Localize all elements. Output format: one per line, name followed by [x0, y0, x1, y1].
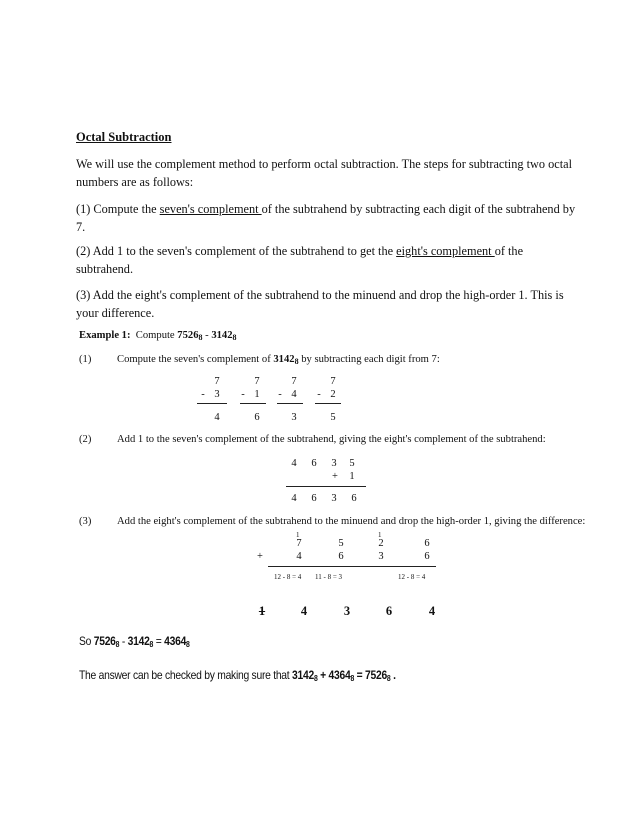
ex1-text-num: 3142 [273, 354, 295, 365]
ex3-note: 11 - 8 = 3 [315, 573, 343, 581]
ex2-result-digit: 6 [311, 493, 317, 504]
example-subtrahend: 3142 [211, 330, 233, 341]
ex2-result-digit: 6 [351, 493, 357, 504]
ex1-col-bottom: 2 [330, 389, 336, 400]
check-a: 3142 [292, 668, 314, 682]
check-b: 4364 [328, 668, 351, 682]
step-2-pre: (2) Add 1 to the seven's complement of the subtrahend to get the [76, 244, 397, 258]
check-base: 8 [313, 674, 318, 683]
ex1-text-post: by subtracting each digit from 7: [298, 354, 440, 365]
ex1-col-bottom: 4 [291, 389, 297, 400]
ex3-carry: 1 [296, 531, 300, 539]
ex1-col-bottom: 1 [254, 389, 260, 400]
ex3-sum-line [268, 566, 436, 567]
step-2-post: of the subtrahend. [76, 244, 524, 276]
step-1-pre: (1) Compute the [76, 202, 160, 216]
example-minuend: 7526 [177, 330, 199, 341]
check-base: 8 [350, 674, 355, 683]
ex1-col-top: 7 [291, 376, 297, 387]
example-label: Example 1: [79, 330, 131, 341]
ex3-text: Add the eight's complement of the subtrahend to the minuend and drop the high-order 1, giving the difference: [117, 516, 586, 527]
check-end: . [390, 668, 396, 682]
ex3-plus-sign: + [257, 551, 263, 562]
intro-paragraph: We will use the complement method to perform octal subtraction. The steps for subtracting two octal numbers are as follows: [76, 157, 572, 189]
ex3-bottom-digit: 3 [378, 551, 384, 562]
ex1-col-top: 7 [254, 376, 260, 387]
ex3-note: 12 - 8 = 4 [398, 573, 426, 581]
check-equals: = [354, 668, 366, 682]
ex3-number: (3) [79, 516, 92, 527]
ex2-top-digit: 6 [311, 458, 317, 469]
ex2-top-digit: 3 [331, 458, 337, 469]
eights-complement-link[interactable]: eight's complement [396, 244, 495, 258]
conclusion-minuend: 7526 [93, 634, 116, 648]
ex2-plus-sign: + [332, 471, 338, 482]
conclusion-line [79, 634, 190, 649]
ex3-dropped-digit: 1 [258, 604, 266, 618]
conclusion-base: 8 [115, 640, 120, 649]
ex1-text [117, 354, 440, 366]
ex1-col-result: 6 [254, 412, 260, 423]
ex3-answer-digit: 6 [385, 604, 393, 618]
ex1-col-top: 7 [214, 376, 220, 387]
ex1-number: (1) [79, 354, 92, 365]
conclusion-minus: - [119, 634, 128, 648]
conclusion-pre: So [79, 634, 94, 648]
ex1-col-op: - [317, 389, 321, 400]
ex1-col-op: - [278, 389, 282, 400]
ex1-col-line [315, 403, 341, 404]
step-2-paragraph [76, 242, 576, 278]
ex3-top-digit: 6 [424, 538, 430, 549]
ex3-carry: 1 [378, 531, 382, 539]
check-c: 7526 [365, 668, 387, 682]
ex1-col-line [277, 403, 303, 404]
ex3-top-digit: 5 [338, 538, 344, 549]
ex2-top-digit: 5 [349, 458, 355, 469]
example-base: 8 [198, 333, 203, 342]
ex1-col-bottom: 3 [214, 389, 220, 400]
ex2-text: Add 1 to the seven's complement of the subtrahend, giving the eight's complement of the subtrahend: [117, 434, 546, 445]
ex1-col-result: 4 [214, 412, 220, 423]
ex2-result-digit: 4 [291, 493, 297, 504]
ex3-note: 12 - 8 = 4 [274, 573, 302, 581]
conclusion-equals: = [153, 634, 165, 648]
ex1-col-op: - [201, 389, 205, 400]
conclusion-base: 8 [149, 640, 154, 649]
check-line [79, 668, 396, 683]
ex1-col-result: 3 [291, 412, 297, 423]
ex1-col-op: - [241, 389, 245, 400]
ex3-answer-digit: 4 [428, 604, 436, 618]
ex1-text-pre: Compute the seven's complement of [117, 354, 274, 365]
ex3-top-digit: 7 [296, 538, 302, 549]
example-minus: - [205, 330, 209, 341]
conclusion-subtrahend: 3142 [127, 634, 150, 648]
ex3-bottom-digit: 6 [424, 551, 430, 562]
ex1-col-top: 7 [330, 376, 336, 387]
example-compute: Compute [135, 330, 175, 341]
check-base: 8 [386, 674, 391, 683]
ex2-sum-line [286, 486, 366, 487]
example-heading [79, 330, 237, 342]
ex2-number: (2) [79, 434, 92, 445]
check-pre: The answer can be checked by making sure that [79, 668, 293, 682]
ex2-result-digit: 3 [331, 493, 337, 504]
step-1-paragraph [76, 200, 576, 236]
ex1-text-base: 8 [294, 357, 299, 366]
conclusion-base: 8 [186, 640, 190, 649]
example-base-2: 8 [232, 333, 237, 342]
ex3-answer-digit: 3 [343, 604, 351, 618]
ex1-col-line [197, 403, 227, 404]
ex3-bottom-digit: 6 [338, 551, 344, 562]
ex3-top-digit: 2 [378, 538, 384, 549]
check-plus: + [317, 668, 329, 682]
sevens-complement-link[interactable]: seven's complement [159, 202, 262, 216]
ex1-col-line [240, 403, 266, 404]
page-title: Octal Subtraction [76, 130, 172, 144]
ex2-top-digit: 4 [291, 458, 297, 469]
ex2-add-digit: 1 [349, 471, 355, 482]
ex1-col-result: 5 [330, 412, 336, 423]
ex3-bottom-digit: 4 [296, 551, 302, 562]
step-3-paragraph: (3) Add the eight's complement of the subtrahend to the minuend and drop the high-order 1. This is your difference. [76, 288, 564, 320]
step-1-post: of the subtrahend by subtracting each digit of the subtrahend by 7. [76, 202, 576, 234]
conclusion-difference: 4364 [164, 634, 187, 648]
ex3-answer-digit: 4 [300, 604, 308, 618]
